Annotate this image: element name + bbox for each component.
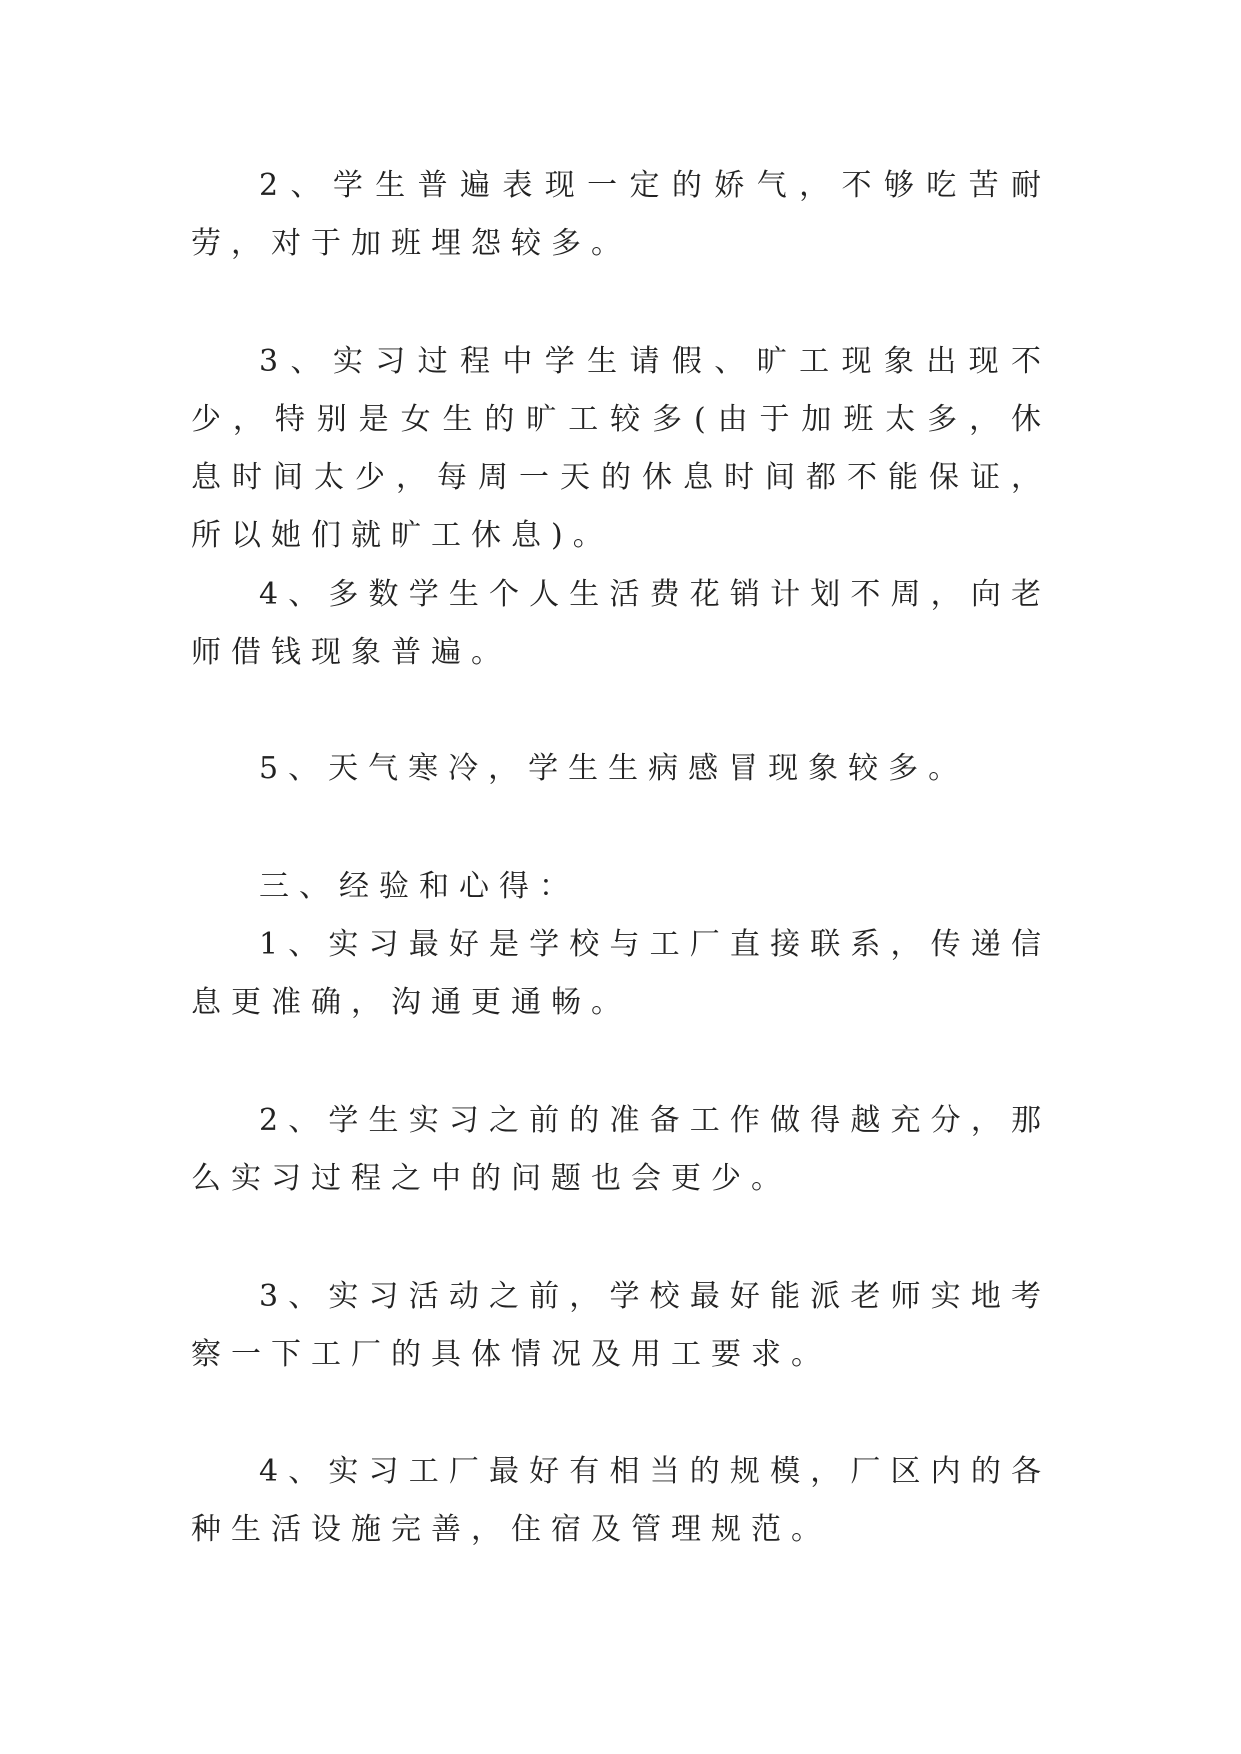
paragraph-experience-1: 1、实习最好是学校与工厂直接联系，传递信息更准确，沟通更通畅。 <box>191 927 1051 1020</box>
paragraph-experience-2: 2、学生实习之前的准备工作做得越充分，那么实习过程之中的问题也会更少。 <box>191 1103 1051 1196</box>
paragraph-problem-4: 4、多数学生个人生活费花销计划不周，向老师借钱现象普遍。 <box>191 577 1051 670</box>
paragraph-experience-4: 4、实习工厂最好有相当的规模，厂区内的各种生活设施完善，住宿及管理规范。 <box>191 1454 1051 1547</box>
paragraph-experience-3: 3、实习活动之前，学校最好能派老师实地考察一下工厂的具体情况及用工要求。 <box>191 1279 1051 1372</box>
section-heading-experience: 三、经验和心得： <box>259 869 579 904</box>
paragraph-problem-2: 2、学生普遍表现一定的娇气，不够吃苦耐劳，对于加班埋怨较多。 <box>191 168 1051 261</box>
paragraph-problem-5: 5、天气寒冷，学生生病感冒现象较多。 <box>259 751 969 786</box>
paragraph-problem-3: 3、实习过程中学生请假、旷工现象出现不少，特别是女生的旷工较多(由于加班太多，休息时间太少，每周一天的休息时间都不能保证，所以她们就旷工休息)。 <box>191 344 1051 553</box>
